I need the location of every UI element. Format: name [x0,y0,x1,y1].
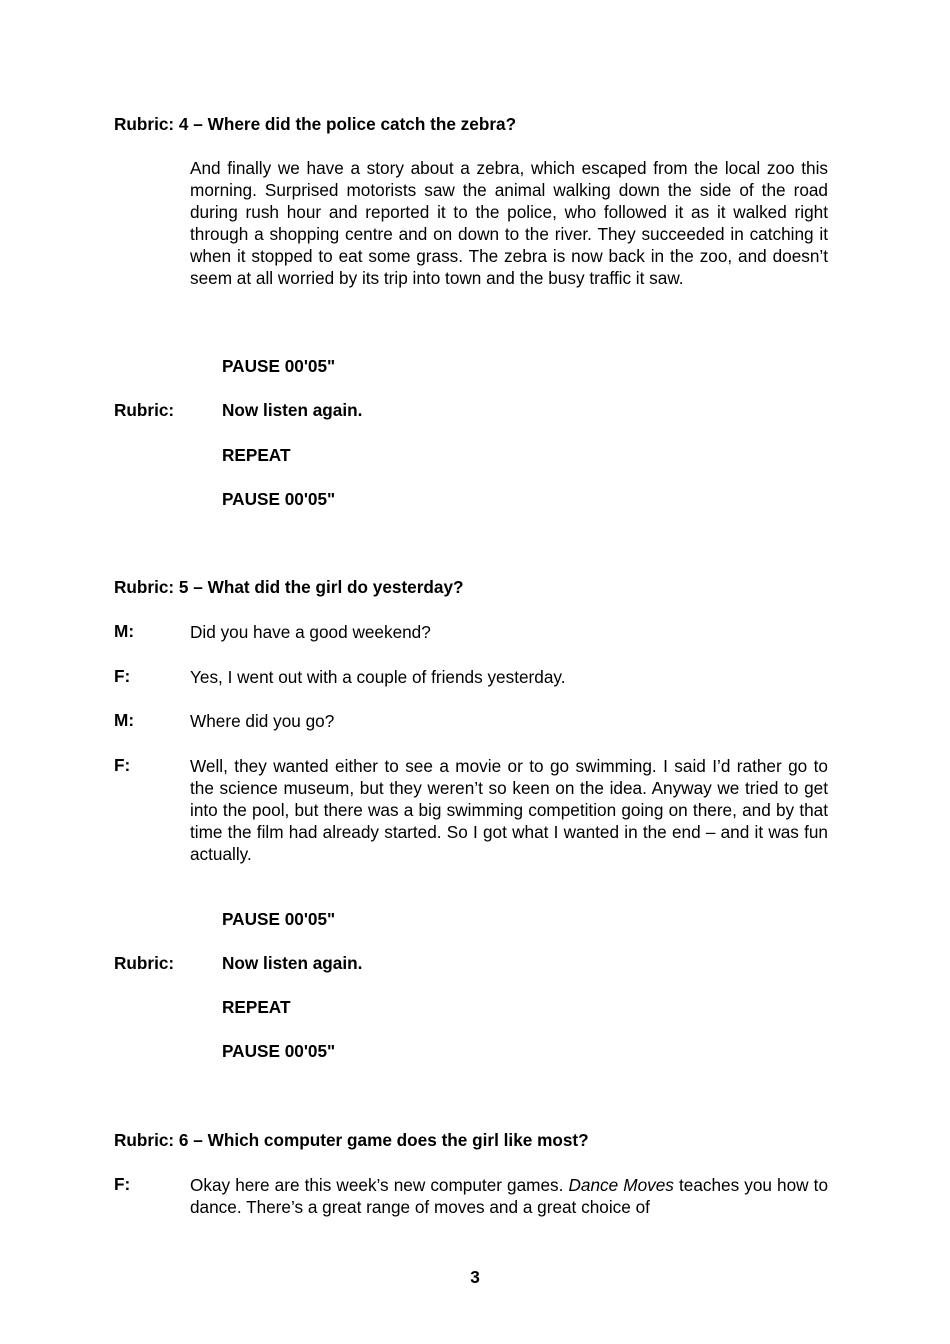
section-5-listen-again: Now listen again. [222,953,363,973]
dialogue-line: Well, they wanted either to see a movie or to go swimming. I said I’d rather go to the science museum, but they weren’t so keen on the idea. Anyway we tried to get into the pool, but there was a big swimming competition going on there, and by that time the film had already started. So I got what I wanted in the end – and it was fun actually. [190,756,828,865]
dialogue-text-after: teaches you how to dance. There’s a great range of moves and a great choice of [190,1175,828,1218]
section-5-pause-1: PAUSE 00'05" [222,909,336,929]
speaker-label: F: [114,755,131,775]
page-number: 3 [470,1267,480,1287]
game-title: Dance Moves [568,1175,674,1195]
dialogue-line: Did you have a good weekend? [190,622,431,642]
dialogue-line [190,1174,828,1218]
section-5-pause-2: PAUSE 00'05" [222,1041,336,1061]
speaker-label: M: [114,621,135,641]
speaker-label: F: [114,666,131,686]
section-4-rubric-label: Rubric: [114,400,175,420]
dialogue-line: Yes, I went out with a couple of friends yesterday. [190,667,566,687]
dialogue-text-before: Okay here are this week’s new computer games. [190,1175,569,1195]
section-4-pause-1: PAUSE 00'05" [222,356,336,376]
section-5-heading: Rubric: 5 – What did the girl do yesterday? [114,577,464,597]
section-4-paragraph: And finally we have a story about a zebra, which escaped from the local zoo this morning. Surprised motorists saw the animal walking down the side of the road during rush hour and reported it to the police, who followed it as it walked right through a shopping centre and on down to the river. They succeeded in catching it when it stopped to eat some grass. The zebra is now back in the zoo, and doesn’t seem at all worried by its trip into town and the busy traffic it saw. [190,158,828,289]
section-4-heading: Rubric: 4 – Where did the police catch the zebra? [114,114,517,134]
section-5-repeat: REPEAT [222,997,291,1017]
section-5-rubric-label: Rubric: [114,953,175,973]
dialogue-line: Where did you go? [190,711,335,731]
speaker-label: M: [114,710,135,730]
section-4-repeat: REPEAT [222,445,291,465]
section-4-pause-2: PAUSE 00'05" [222,489,336,509]
section-6-heading: Rubric: 6 – Which computer game does the girl like most? [114,1130,589,1150]
speaker-label: F: [114,1174,131,1194]
section-4-listen-again: Now listen again. [222,400,363,420]
